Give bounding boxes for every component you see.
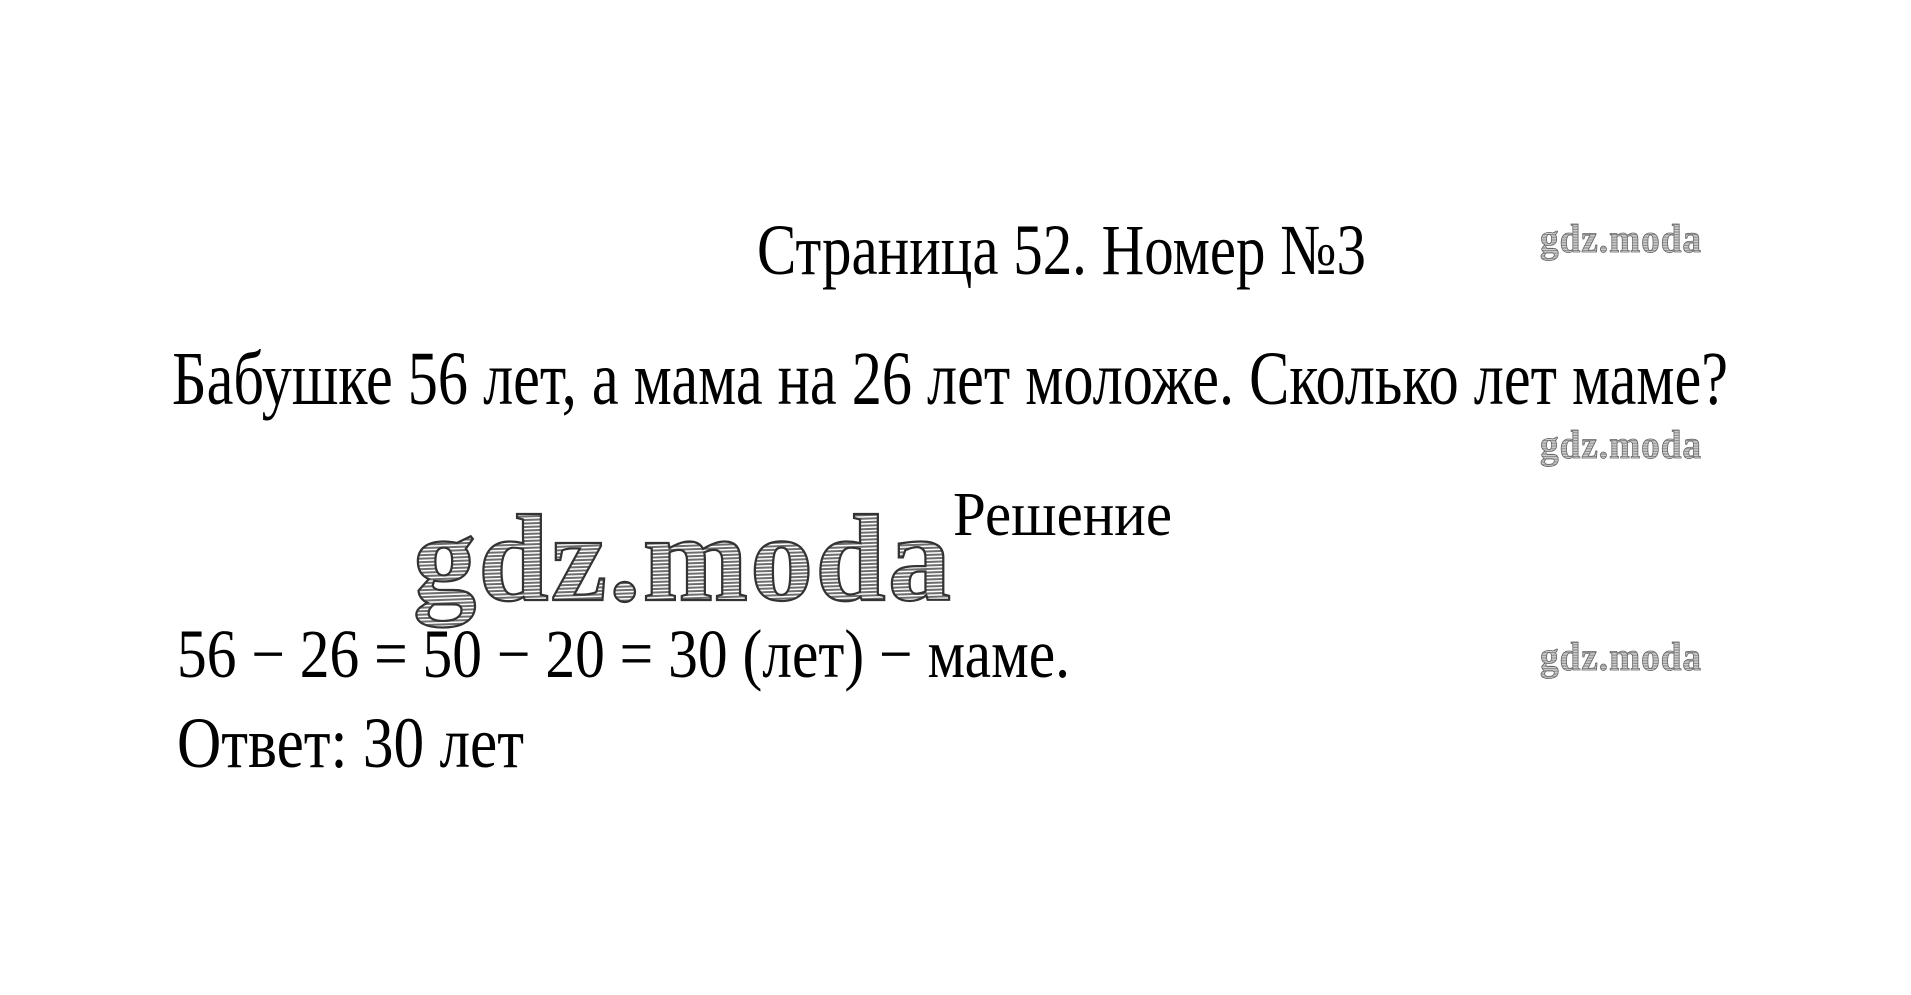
- watermark-gdz-large: [395, 460, 995, 650]
- page-title: Страница 52. Номер №3: [757, 210, 1366, 290]
- watermark-gdz-top-right: [1538, 208, 1738, 278]
- answer-line: Ответ: 30 лет: [177, 703, 525, 783]
- solution-heading: Решение: [953, 481, 1172, 549]
- watermark-gdz-bottom-right: [1538, 626, 1738, 696]
- watermark-text: gdz.moda: [1540, 216, 1702, 261]
- watermark-gdz-middle-right: [1538, 414, 1738, 484]
- watermark-text: gdz.moda: [413, 490, 943, 627]
- watermark-text: gdz.moda: [1540, 634, 1702, 679]
- problem-statement: Бабушке 56 лет, а мама на 26 лет моложе. Сколько лет маме?: [172, 337, 1729, 421]
- watermark-text: gdz.moda: [1540, 422, 1702, 467]
- solution-expression: 56 − 26 = 50 − 20 = 30 (лет) − маме.: [177, 616, 1071, 692]
